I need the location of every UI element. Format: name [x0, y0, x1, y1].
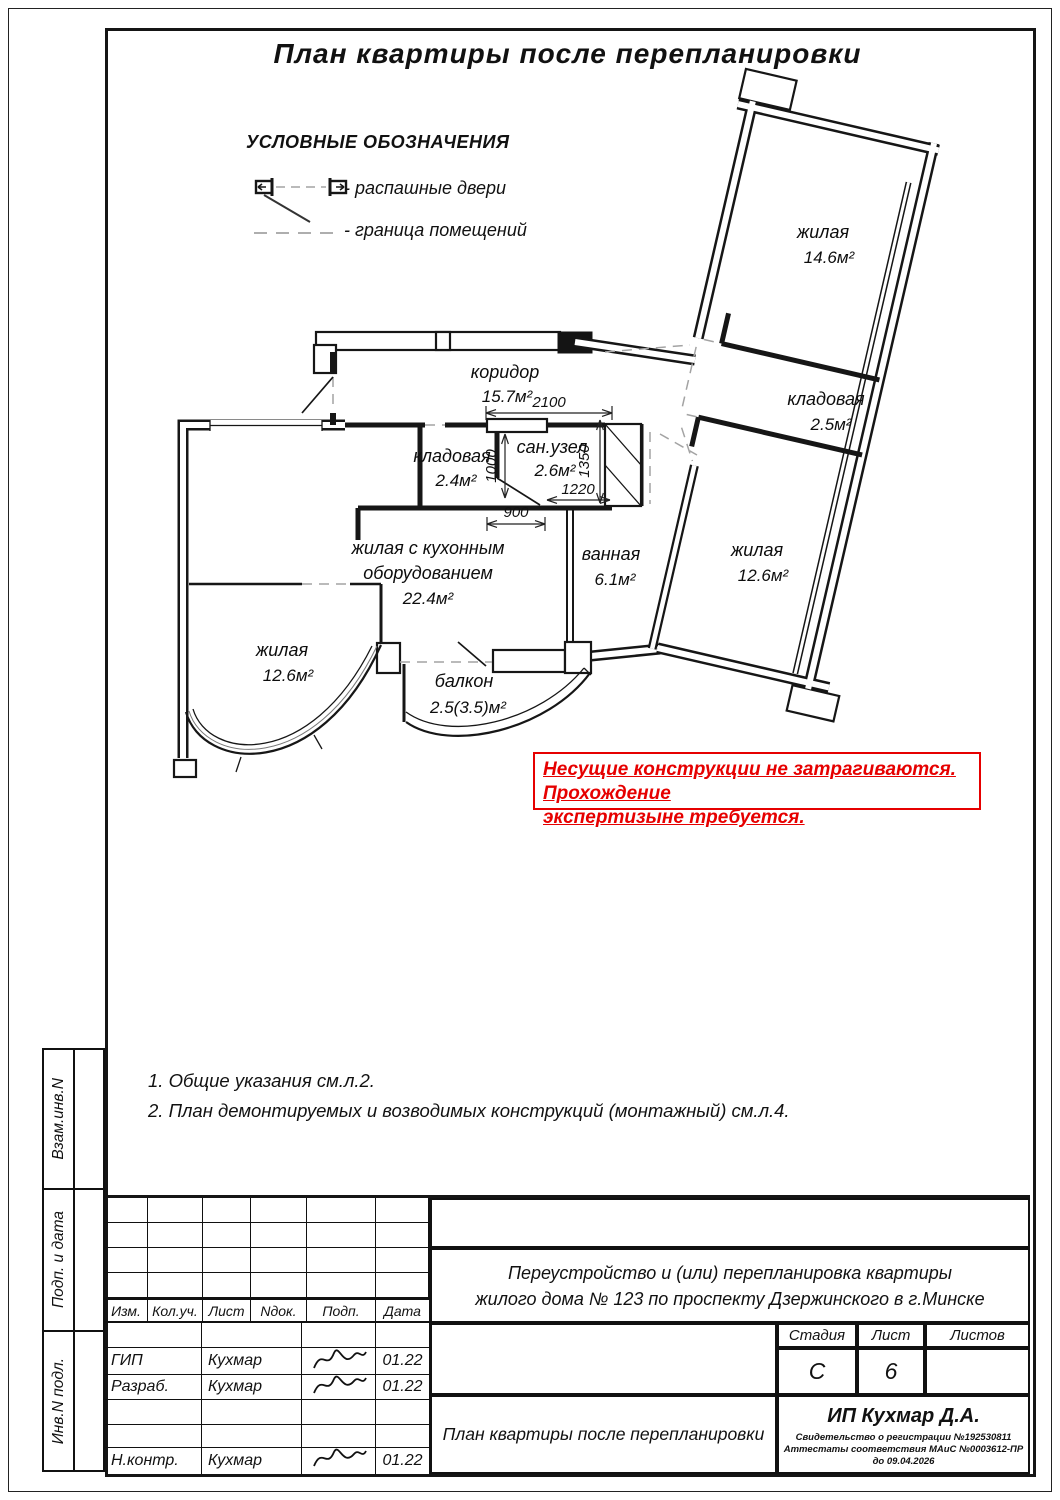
sheets-value: [925, 1348, 1030, 1395]
room-label: ванная: [581, 544, 641, 564]
empty-cell: [430, 1323, 777, 1395]
title-block: [105, 1195, 1030, 1471]
room-label: жилая: [730, 540, 784, 560]
stamp-box-label: Взам.инв.N: [44, 1050, 75, 1188]
signature-cell: [302, 1448, 376, 1474]
signature: [310, 1444, 368, 1472]
revision-table: [105, 1198, 430, 1298]
company-cell: [777, 1395, 1030, 1474]
project-line1: Переустройство и (или) перепланировка квартиры: [507, 1262, 953, 1283]
page-title: План квартиры после перепланировки: [273, 38, 862, 69]
company-name: ИП Кухмар Д.А.: [827, 1405, 980, 1427]
room-area: 2.5м²: [810, 415, 852, 434]
signature: [310, 1344, 368, 1374]
dim-1000: 1000: [483, 449, 500, 483]
room-area: 6.1м²: [594, 570, 636, 589]
col-list: Лист: [203, 1300, 251, 1321]
dim-1350: 1350: [576, 444, 593, 478]
room-label: балкон: [434, 671, 494, 691]
col-koluch: Кол.уч.: [148, 1300, 203, 1321]
room-label: сан.узел: [516, 437, 588, 457]
sheets-label: Листов: [925, 1323, 1030, 1348]
table-row: Н.контр. Кухмар 01.22: [105, 1448, 430, 1474]
top-parapet-strip: [314, 332, 592, 373]
general-notes: [148, 1066, 790, 1126]
stage-label: Стадия: [777, 1323, 857, 1348]
room-label: жилая: [796, 222, 850, 242]
room-label: жилая с кухонным: [351, 538, 505, 558]
stamp-box-label: Подп. и дата: [44, 1190, 75, 1330]
dim-1220: 1220: [561, 481, 595, 498]
revision-header-row: [105, 1298, 430, 1323]
dim-2100: 2100: [532, 394, 566, 411]
stamp-box-label: Инв.N подл.: [44, 1332, 75, 1470]
room-area: 14.6м²: [803, 248, 855, 267]
note-1: 1. Общие указания см.л.2.: [148, 1070, 375, 1091]
col-data: Дата: [376, 1300, 430, 1321]
drawing-title-cell: План квартиры после перепланировки: [430, 1395, 777, 1474]
col-podp: Подп.: [307, 1300, 376, 1321]
room-area: 12.6м²: [262, 666, 314, 685]
legend-heading: УСЛОВНЫЕ ОБОЗНАЧЕНИЯ: [246, 132, 510, 152]
table-row: [105, 1400, 430, 1425]
company-cert1: Свидетельство о регистрации №192530811: [795, 1432, 1012, 1443]
stamp-box: [44, 1332, 103, 1470]
room-area: 22.4м²: [402, 589, 454, 608]
sheet-label: Лист: [857, 1323, 925, 1348]
stage-value: С: [777, 1348, 857, 1395]
room-area: 15.7м²: [481, 387, 533, 406]
empty-cell: [430, 1198, 1030, 1248]
room-labels: [255, 222, 865, 717]
dim-900: 900: [503, 504, 529, 521]
legend-door-label: - распашные двери: [344, 178, 507, 198]
warning-line1: Несущие конструкции не затрагиваются. Прохождение: [543, 759, 956, 804]
signature-cell: [302, 1375, 376, 1399]
stamp-box: [44, 1050, 103, 1190]
table-row: Разраб. Кухмар 01.22: [105, 1375, 430, 1400]
legend-boundary-label: - граница помещений: [344, 220, 527, 240]
room-label: коридор: [470, 362, 540, 382]
room-area: 12.6м²: [737, 566, 789, 585]
col-ndok: Nдок.: [251, 1300, 307, 1321]
table-row: [105, 1323, 430, 1348]
project-line2: жилого дома № 123 по проспекту Дзержинского в г.Минске: [475, 1288, 985, 1309]
signature: [310, 1371, 368, 1399]
col-izm: Изм.: [105, 1300, 148, 1321]
signature-rows: [105, 1323, 430, 1474]
room-label: кладовая: [787, 389, 865, 409]
room-label: кладовая: [413, 446, 491, 466]
room-label: жилая: [255, 640, 309, 660]
table-row: ГИП Кухмар 01.22: [105, 1348, 430, 1375]
warning-line2: экспертизыне требуется.: [543, 807, 805, 828]
note-2: 2. План демонтируемых и возводимых конструкций (монтажный) см.л.4.: [148, 1100, 790, 1121]
sheet-value: 6: [857, 1348, 925, 1395]
project-name-cell: [430, 1248, 1030, 1323]
stamp-box: [44, 1190, 103, 1332]
warning-note: [533, 752, 981, 828]
room-label: оборудованием: [363, 563, 493, 583]
room-area: 2.4м²: [435, 471, 477, 490]
table-row: [105, 1425, 430, 1448]
room-area: 2.6м²: [534, 461, 576, 480]
left-stamp-column: [42, 1048, 105, 1472]
room-area: 2.5(3.5)м²: [430, 698, 506, 717]
company-cert2: Аттестаты соответствия МАиС №0003612-ПР до 09.04.2026: [783, 1444, 1024, 1467]
bay-window: [186, 645, 381, 772]
